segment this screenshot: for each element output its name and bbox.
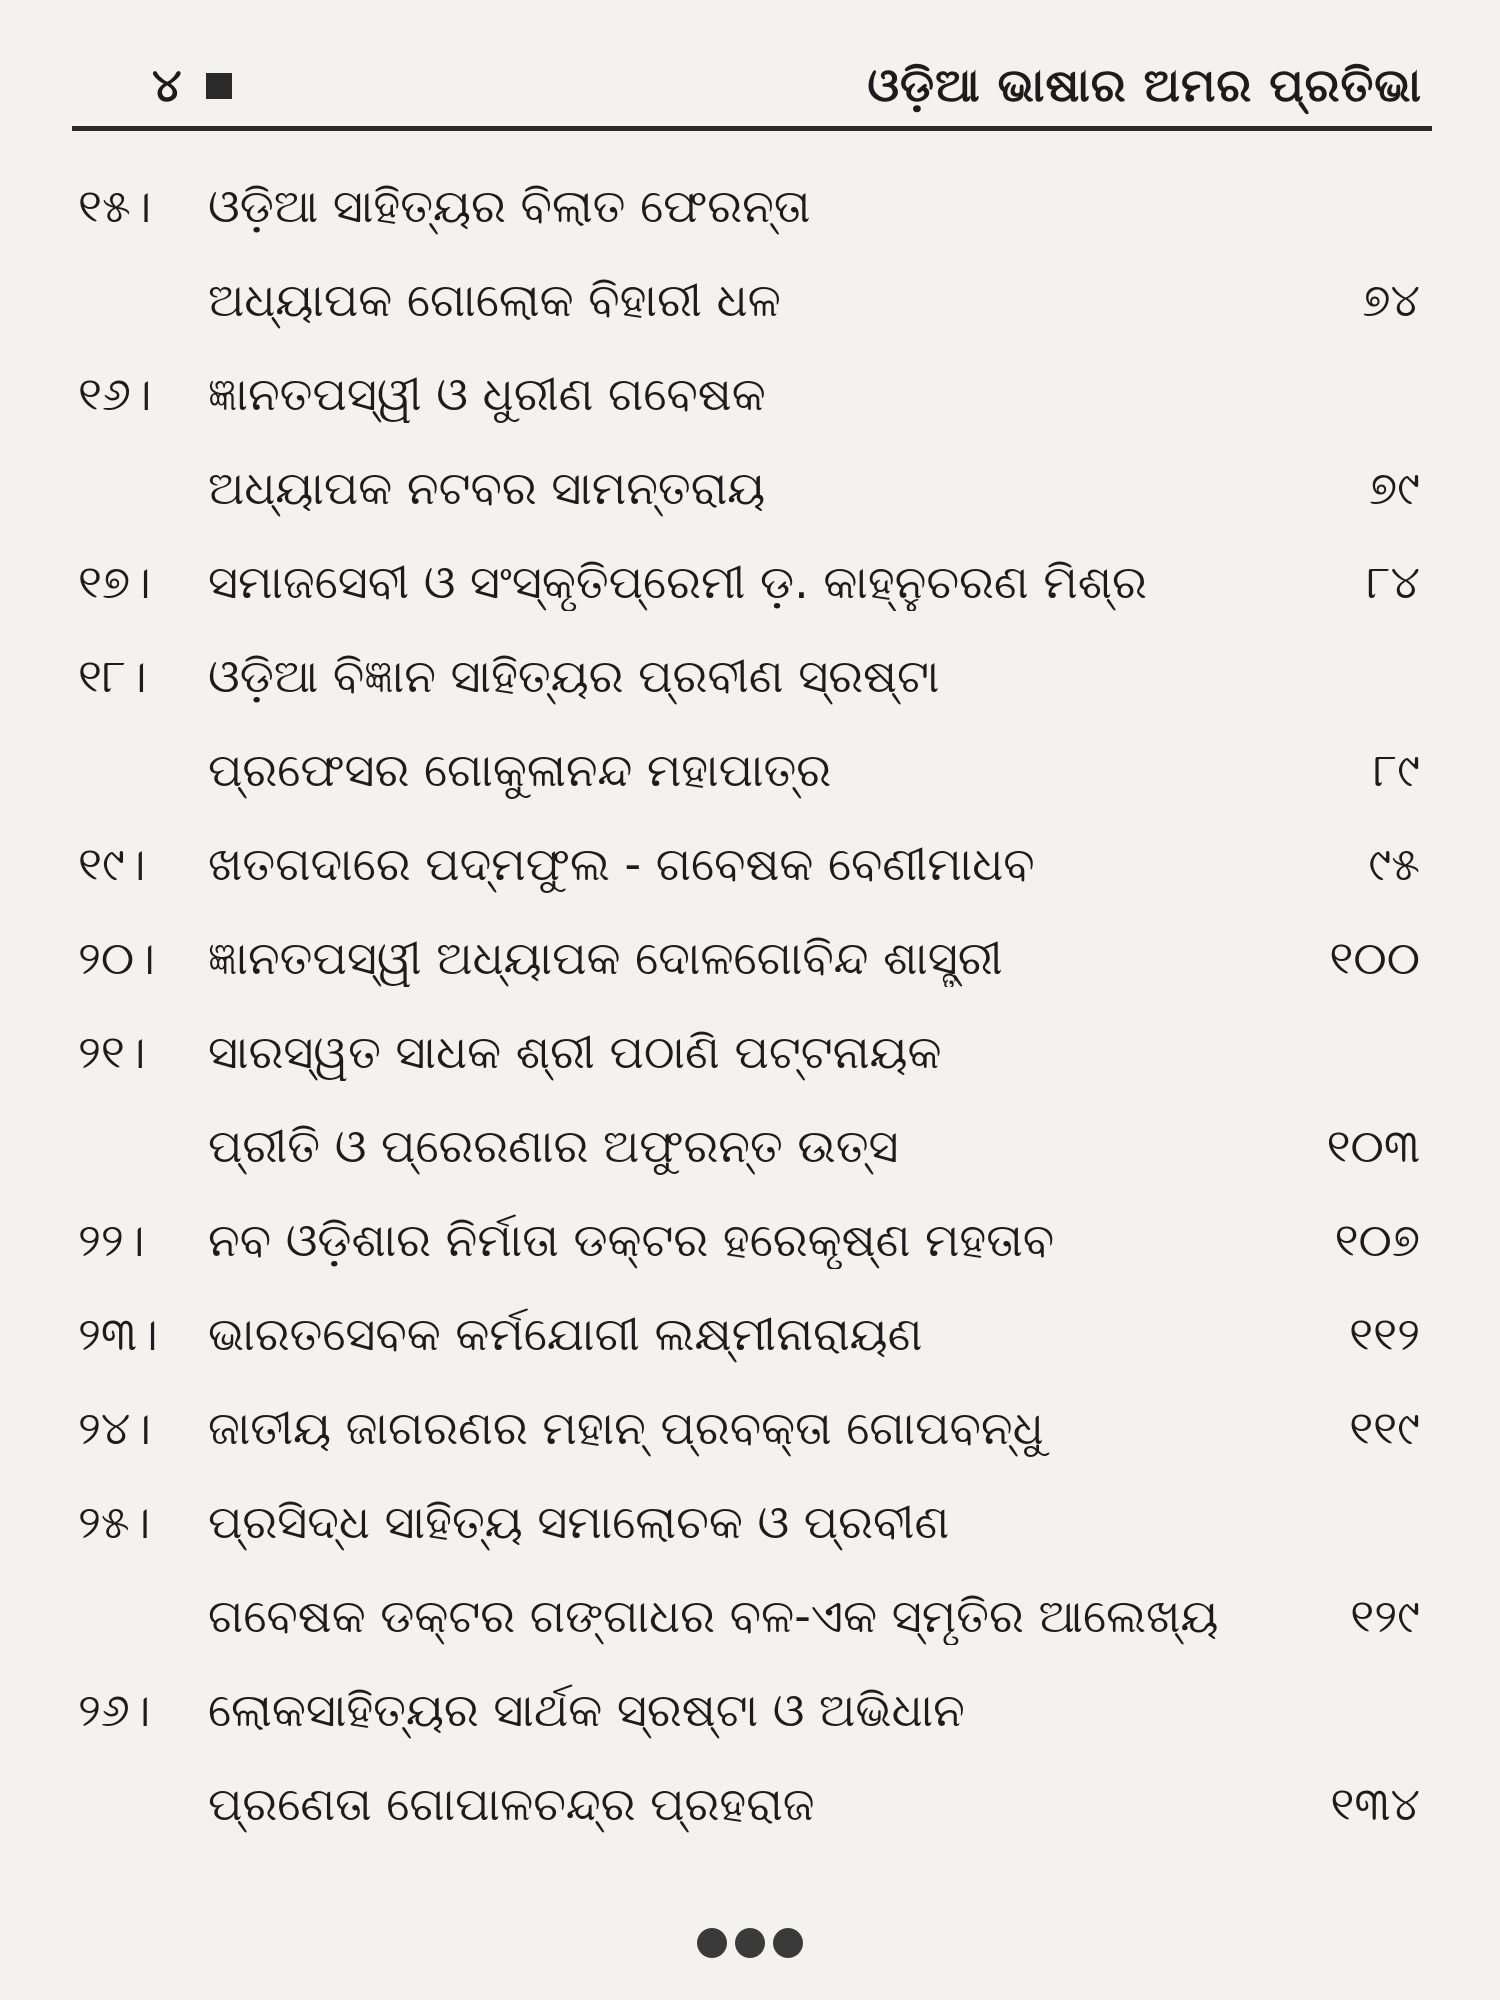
header-rule (72, 126, 1432, 131)
entry-page-number: ୯୫ (1368, 837, 1420, 891)
toc-entry (78, 1664, 1420, 1852)
toc-entry-line (78, 1288, 1420, 1382)
entry-title: ପ୍ରସିଦ୍ଧ ସାହିତ୍ୟ ସମାଲୋଚକ ଓ ପ୍ରବୀଣ (208, 1495, 950, 1549)
toc-entry (78, 348, 1420, 536)
entry-page-number: ୭୪ (1362, 273, 1420, 327)
entry-number: ୧୫। (78, 179, 152, 233)
entry-page-number: ୧୦୭ (1334, 1213, 1420, 1267)
entry-title: ଲୋକସାହିତ୍ୟର ସାର୍ଥକ ସ୍ରଷ୍ଟା ଓ ଅଭିଧାନ (208, 1683, 965, 1737)
entry-number: ୨୫। (78, 1495, 151, 1549)
toc-entry-line (78, 724, 1420, 818)
toc-entry (78, 1476, 1420, 1664)
table-of-contents (78, 160, 1420, 1852)
entry-title: ଜାତୀୟ ଜାଗରଣର ମହାନ୍ ପ୍ରବକ୍ତା ଗୋପବନ୍ଧୁ (208, 1401, 1044, 1455)
entry-page-number: ୧୩୪ (1330, 1777, 1420, 1831)
toc-entry-line (78, 536, 1420, 630)
toc-entry (78, 630, 1420, 818)
entry-title: ଅଧ୍ୟାପକ ଗୋଲୋକ ବିହାରୀ ଧଳ (208, 273, 781, 327)
entry-number: ୧୯। (78, 837, 146, 891)
entry-number: ୨୪। (78, 1401, 152, 1455)
toc-entry-line (78, 442, 1420, 536)
toc-entry-line (78, 818, 1420, 912)
toc-entry (78, 1194, 1420, 1288)
entry-title: ଅଧ୍ୟାପକ ନଟବର ସାମନ୍ତରାୟ (208, 461, 766, 515)
running-header (72, 48, 1428, 124)
toc-entry (78, 1288, 1420, 1382)
toc-entry (78, 1006, 1420, 1194)
toc-entry-line (78, 1194, 1420, 1288)
entry-page-number: ୮୪ (1366, 555, 1420, 609)
entry-page-number: ୧୨୯ (1350, 1589, 1420, 1643)
toc-entry (78, 1382, 1420, 1476)
entry-number: ୧୬। (78, 367, 152, 421)
entry-number: ୨୧। (78, 1025, 146, 1079)
entry-page-number: ୧୧୯ (1349, 1401, 1420, 1455)
entry-title: ଖତଗଦାରେ ପଦ୍ମଫୁଲ - ଗବେଷକ ବେଣୀମାଧବ (208, 837, 1035, 891)
entry-title: ଜ୍ଞାନତପସ୍ୱୀ ଅଧ୍ୟାପକ ଦୋଳଗୋବିନ୍ଦ ଶାସ୍ତ୍ରୀ (208, 931, 1003, 985)
entry-page-number: ୧୦୩ (1326, 1119, 1420, 1173)
page-number: ୪ (152, 58, 182, 112)
square-bullet-icon (206, 73, 232, 99)
entry-title: ପ୍ରୀତି ଓ ପ୍ରେରଣାର ଅଫୁରନ୍ତ ଉତ୍ସ (208, 1119, 899, 1173)
entry-title: ଭାରତସେବକ କର୍ମଯୋଗୀ ଲକ୍ଷ୍ମୀନାରାୟଣ (208, 1307, 923, 1361)
entry-page-number: ୧୦୦ (1329, 931, 1420, 985)
entry-title: ପ୍ରଫେସର ଗୋକୁଳାନନ୍ଦ ମହାପାତ୍ର (208, 743, 832, 797)
entry-page-number: ୭୯ (1368, 461, 1420, 515)
entry-number: ୨୨। (78, 1213, 145, 1267)
entry-title: ଗବେଷକ ଡକ୍ଟର ଗଙ୍ଗାଧର ବଳ-ଏକ ସ୍ମୃତିର ଆଲେଖ୍ୟ (208, 1589, 1219, 1643)
entry-number: ୧୮। (78, 649, 147, 703)
entry-page-number: ୮୯ (1373, 743, 1420, 797)
toc-entry (78, 818, 1420, 912)
entry-number: ୨୩। (78, 1307, 158, 1361)
entry-title: ପ୍ରଣେତା ଗୋପାଳଚନ୍ଦ୍ର ପ୍ରହରାଜ (208, 1777, 815, 1831)
header-left (152, 58, 232, 114)
ornament-dot-icon (697, 1928, 727, 1958)
entry-page-number: ୧୧୨ (1349, 1307, 1420, 1361)
toc-entry-line (78, 1006, 1420, 1100)
toc-entry-line (78, 1100, 1420, 1194)
entry-title: ସମାଜସେବୀ ଓ ସଂସ୍କୃତିପ୍ରେମୀ ଡ଼. କାହ୍ନୁଚରଣ ମିଶ୍ର (208, 555, 1147, 609)
entry-title: ନବ ଓଡ଼ିଶାର ନିର୍ମାତା ଡକ୍ଟର ହରେକୃଷ୍ଣ ମହତାବ (208, 1213, 1055, 1267)
toc-entry (78, 160, 1420, 348)
entry-title: ସାରସ୍ୱତ ସାଧକ ଶ୍ରୀ ପଠାଣି ପଟ୍ଟନାୟକ (208, 1025, 942, 1079)
entry-number: ୨୦। (78, 931, 155, 985)
entry-title: ଜ୍ଞାନତପସ୍ୱୀ ଓ ଧୁରୀଣ ଗବେଷକ (208, 367, 766, 421)
toc-entry-line (78, 254, 1420, 348)
footer-ornament (0, 1928, 1500, 1958)
ornament-dot-icon (773, 1928, 803, 1958)
toc-entry (78, 912, 1420, 1006)
entry-number: ୧୭। (78, 555, 151, 609)
toc-entry-line (78, 1570, 1420, 1664)
entry-title: ଓଡ଼ିଆ ବିଜ୍ଞାନ ସାହିତ୍ୟର ପ୍ରବୀଣ ସ୍ରଷ୍ଟା (208, 649, 940, 703)
ornament-dot-icon (735, 1928, 765, 1958)
toc-entry-line (78, 1758, 1420, 1852)
toc-entry-line (78, 1476, 1420, 1570)
entry-number: ୨୬। (78, 1683, 151, 1737)
entry-title: ଓଡ଼ିଆ ସାହିତ୍ୟର ବିଲାତ ଫେରନ୍ତା (208, 179, 811, 233)
book-title: ଓଡ଼ିଆ ଭାଷାର ଅମର ପ୍ରତିଭା (867, 58, 1422, 112)
toc-entry (78, 536, 1420, 630)
toc-entry-line (78, 348, 1420, 442)
toc-entry-line (78, 912, 1420, 1006)
toc-entry-line (78, 160, 1420, 254)
toc-entry-line (78, 630, 1420, 724)
toc-entry-line (78, 1382, 1420, 1476)
toc-entry-line (78, 1664, 1420, 1758)
